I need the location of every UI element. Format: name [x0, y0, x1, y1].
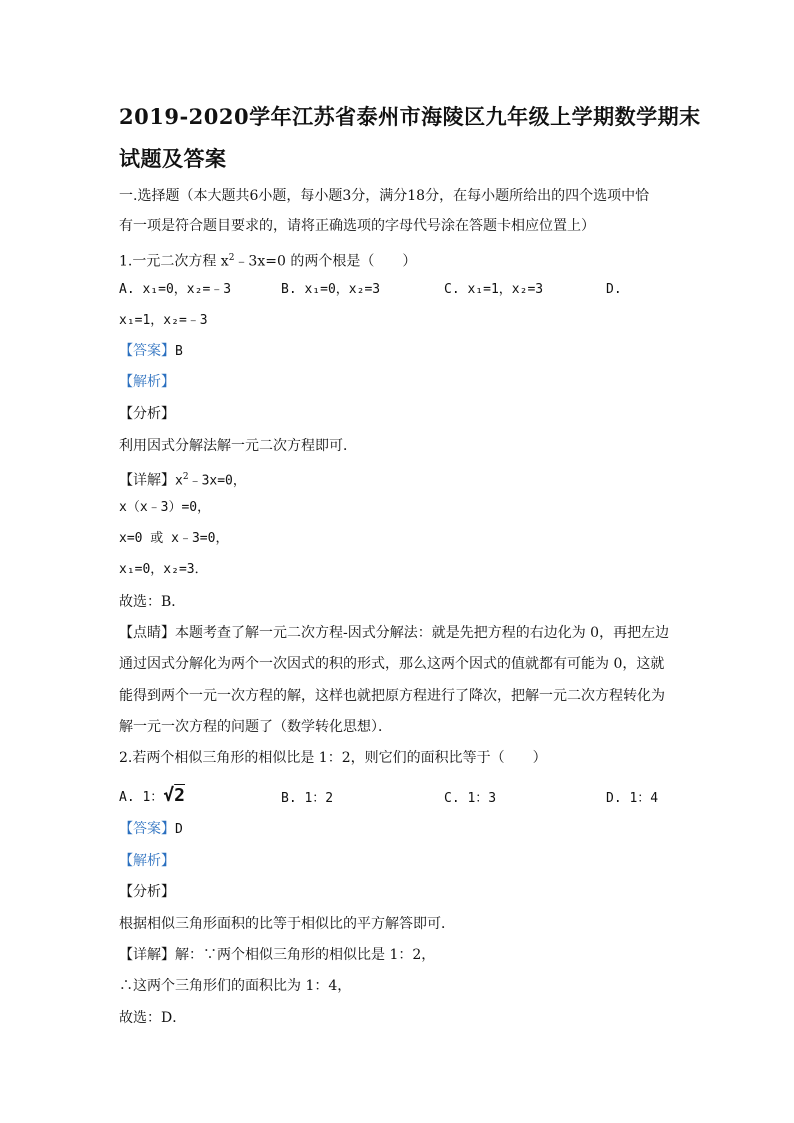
document-title-line-1: 2019-2020学年江苏省泰州市海陵区九年级上学期数学期末	[119, 104, 701, 129]
question-1-detail	[119, 467, 246, 492]
detail-pre: x	[175, 473, 183, 489]
question-1-fenxi: 利用因式分解法解一元二次方程即可．	[119, 438, 357, 454]
question-1-fenxi-tag: 【分析】	[119, 406, 175, 422]
question-1-step-4: x₁=0，x₂=3．	[119, 562, 208, 577]
question-1-stem	[119, 248, 416, 272]
question-2-option-c: C. 1：3	[444, 791, 497, 806]
question-1-stem-sup: 2	[228, 253, 235, 263]
question-2-answer	[119, 819, 183, 840]
detail-sup: 2	[182, 472, 189, 482]
question-1-step-3: x=0 或 x﹣3=0，	[119, 531, 229, 546]
question-2-detail	[119, 945, 435, 965]
document-title-line-2: 试题及答案	[119, 146, 227, 171]
question-2-option-a	[119, 786, 185, 808]
question-1-option-b: B. x₁=0，x₂=3	[281, 282, 381, 297]
answer-value: D	[175, 822, 183, 837]
question-1-option-d: D.	[606, 282, 622, 297]
detail-tag: 【详解】	[119, 947, 175, 963]
answer-value: B	[175, 344, 183, 359]
question-2-option-d: D. 1：4	[606, 791, 659, 806]
sqrt-expression: √2	[163, 785, 185, 806]
question-2-fenxi: 根据相似三角形面积的比等于相似比的平方解答即可．	[119, 916, 455, 932]
question-1-stem-post: ﹣3x=0 的两个根是（ ）	[234, 253, 417, 270]
sqrt-radicand: 2	[174, 785, 185, 806]
question-1-step-2: x（x﹣3）=0，	[119, 500, 211, 515]
answer-tag: 【答案】	[119, 343, 175, 359]
question-2-analysis-tag: 【解析】	[119, 853, 175, 869]
question-1-option-d-continued: x₁=1，x₂=﹣3	[119, 313, 208, 328]
question-2-stem: 2.若两个相似三角形的相似比是 1：2，则它们的面积比等于（ ）	[119, 750, 547, 766]
question-1-comment-line-1	[119, 623, 669, 643]
question-1-comment-line-2: 通过因式分解化为两个一次因式的积的形式，那么这两个因式的值就都有可能为 0，这就	[119, 656, 665, 672]
answer-tag: 【答案】	[119, 821, 175, 837]
question-2-fenxi-tag: 【分析】	[119, 884, 175, 900]
question-1-option-c: C. x₁=1，x₂=3	[444, 282, 544, 297]
question-1-choose: 故选：B．	[119, 594, 186, 610]
section-heading-line-1: 一.选择题（本大题共6小题，每小题3分，满分18分，在每小题所给出的四个选项中恰	[119, 188, 650, 204]
question-1-comment-line-4: 解一元一次方程的问题了（数学转化思想）．	[119, 719, 392, 735]
section-heading-line-2: 有一项是符合题目要求的，请将正确选项的字母代号涂在答题卡相应位置上）	[119, 218, 595, 234]
comment-text-1: 本题考查了解一元二次方程-因式分解法：就是先把方程的右边化为 0，再把左边	[175, 625, 670, 641]
question-1-comment-line-3: 能得到两个一元一次方程的解，这样也就把原方程进行了降次，把解一元二次方程转化为	[119, 688, 665, 704]
comment-tag: 【点睛】	[119, 625, 175, 641]
question-2-choose: 故选：D．	[119, 1010, 187, 1026]
question-2-option-b: B. 1：2	[281, 791, 334, 806]
option-a-text: A. 1：	[119, 790, 164, 805]
detail-text: 解：∵两个相似三角形的相似比是 1：2，	[175, 947, 436, 963]
detail-tag: 【详解】	[119, 472, 175, 489]
question-1-answer	[119, 341, 183, 362]
question-1-analysis-tag: 【解析】	[119, 374, 175, 390]
question-1-stem-pre: 1.一元二次方程 x	[119, 253, 229, 270]
question-1-option-a: A. x₁=0，x₂=﹣3	[119, 282, 232, 297]
detail-post: ﹣3x=0，	[188, 473, 246, 489]
question-2-step-2: ∴这两个三角形们的面积比为 1：4，	[119, 978, 352, 994]
